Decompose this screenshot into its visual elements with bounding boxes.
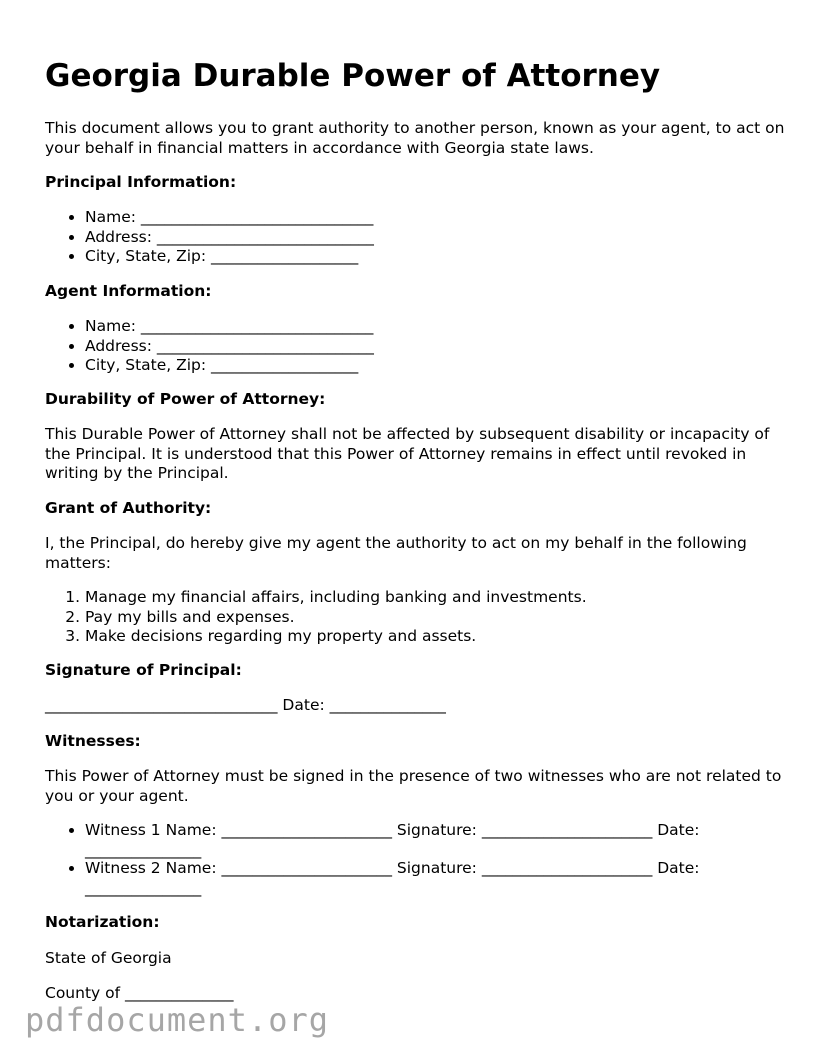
agent-city-field: • City, State, Zip: ___________________ [85,356,374,376]
signature-line: ______________________________ Date: _______________ [45,696,446,714]
grant-list [45,588,587,647]
witnesses-paragraph: This Power of Attorney must be signed in the presence of two witnesses who are not related to you or your agent. [45,767,782,805]
principal-name-field: • Name: ______________________________ [85,208,374,228]
grant-item: 2. Pay my bills and expenses. [85,608,587,628]
principal-city-field: • City, State, Zip: ___________________ [85,247,374,267]
grant-paragraph: I, the Principal, do hereby give my agent the authority to act on my behalf in the following matters: [45,534,747,572]
agent-heading: Agent Information: [45,282,212,300]
notarization-county: County of ______________ [45,984,234,1002]
intro-paragraph: This document allows you to grant authority to another person, known as your agent, to act on your behalf in financial matters in accordance with Georgia state laws. [45,119,785,157]
principal-fields [45,208,374,267]
document-title: Georgia Durable Power of Attorney [45,58,661,94]
witness-list-2 [45,859,785,898]
grant-heading: Grant of Authority: [45,499,212,517]
agent-address-field: • Address: ____________________________ [85,337,374,357]
notarization-heading: Notarization: [45,913,160,931]
agent-fields [45,317,374,376]
witness-2-line: • Witness 2 Name: ______________________ Signature: ______________________ Date: _______________ [85,859,785,898]
witnesses-heading: Witnesses: [45,732,141,750]
principal-heading: Principal Information: [45,173,237,191]
durability-paragraph: This Durable Power of Attorney shall not be affected by subsequent disability or incapacity of the Principal. It is understood that this Power of Attorney remains in effect until revoked in writing by the Principal. [45,425,770,482]
watermark-text: pdfdocument.org [25,1001,329,1039]
principal-address-field: • Address: ____________________________ [85,228,374,248]
durability-heading: Durability of Power of Attorney: [45,390,326,408]
grant-item: 3. Make decisions regarding my property and assets. [85,627,587,647]
notarization-state: State of Georgia [45,949,172,967]
grant-item: 1. Manage my financial affairs, including banking and investments. [85,588,587,608]
witness-1-line: • Witness 1 Name: ______________________ Signature: ______________________ Date: _______________ [85,821,785,860]
witness-list [45,821,785,860]
signature-heading: Signature of Principal: [45,661,242,679]
agent-name-field: • Name: ______________________________ [85,317,374,337]
